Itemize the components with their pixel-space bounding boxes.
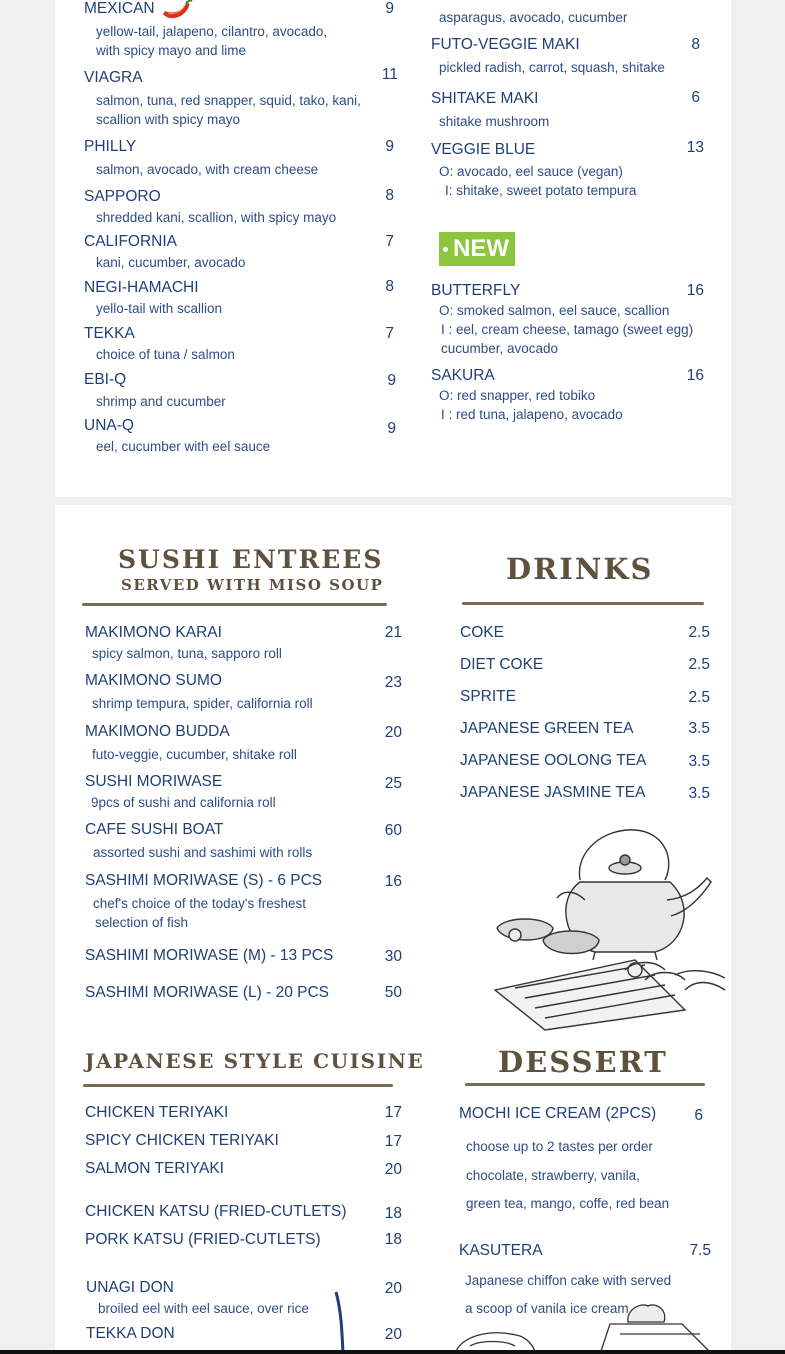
item-desc: cucumber, avocado <box>441 341 559 356</box>
item-name: PHILLY <box>84 138 137 155</box>
item-name: EBI-Q <box>84 371 127 388</box>
item-desc: I: shitake, sweet potato tempura <box>445 183 637 198</box>
item-name: UNAGI DON <box>86 1279 174 1296</box>
item-price: 23 <box>384 674 402 691</box>
drink-name: JAPANESE GREEN TEA <box>460 720 634 737</box>
item-desc: asparagus, avocado, cucumber <box>439 10 628 25</box>
item-price: 7 <box>385 233 394 250</box>
section-title: DRINKS <box>506 552 654 586</box>
drink-price: 3.5 <box>688 720 710 737</box>
drink-price: 2.5 <box>688 689 710 706</box>
item-name: TEKKA <box>84 325 135 342</box>
item-price: 13 <box>686 139 704 156</box>
item-name: SASHIMI MORIWASE (S) - 6 PCS <box>85 872 323 889</box>
item-desc: I : eel, cream cheese, tamago (sweet egg) <box>441 322 694 337</box>
section-title: SUSHI ENTREES <box>118 545 384 574</box>
item-name: CHICKEN TERIYAKI <box>85 1104 229 1121</box>
item-name: MAKIMONO BUDDA <box>85 723 230 740</box>
item-name: SAPPORO <box>84 188 161 205</box>
item-name: SASHIMI MORIWASE (M) - 13 PCS <box>85 947 334 964</box>
new-badge: NEW <box>439 232 515 266</box>
drink-name: JAPANESE OOLONG TEA <box>460 752 647 769</box>
item-price: 6 <box>691 89 700 106</box>
drink-price: 2.5 <box>688 656 710 673</box>
chopsticks-illustration <box>333 1290 347 1354</box>
item-name: SPICY CHICKEN TERIYAKI <box>85 1132 279 1149</box>
item-name: MOCHI ICE CREAM (2PCS) <box>459 1105 657 1122</box>
item-name: SAKURA <box>431 367 495 384</box>
item-price: 7.5 <box>689 1242 711 1259</box>
teapot-illustration <box>485 820 731 1032</box>
drink-name: DIET COKE <box>460 656 544 673</box>
item-name: VIAGRA <box>84 69 143 86</box>
item-name: BUTTERFLY <box>431 282 521 299</box>
drink-name: JAPANESE JASMINE TEA <box>460 784 646 801</box>
item-price: 17 <box>384 1104 402 1121</box>
item-price: 60 <box>384 822 402 839</box>
item-desc: I : red tuna, jalapeno, avocado <box>441 407 623 422</box>
item-desc: spicy salmon, tuna, sapporo roll <box>92 646 282 661</box>
item-name: CALIFORNIA <box>84 233 178 250</box>
item-desc: O: smoked salmon, eel sauce, scallion <box>439 303 670 318</box>
item-desc: salmon, tuna, red snapper, squid, tako, kani, <box>96 93 361 108</box>
item-name: UNA-Q <box>84 417 134 434</box>
ice-cream-illustration <box>450 1300 720 1354</box>
item-desc: futo-veggie, cucumber, shitake roll <box>92 747 297 762</box>
item-desc: yellow-tail, jalapeno, cilantro, avocado, <box>96 24 328 39</box>
item-desc: choose up to 2 tastes per order <box>466 1139 653 1154</box>
item-name: FUTO-VEGGIE MAKI <box>431 36 580 53</box>
item-name: SALMON TERIYAKI <box>85 1160 224 1177</box>
item-name: TEKKA DON <box>86 1325 175 1342</box>
item-price: 20 <box>384 1326 402 1343</box>
section-divider <box>462 602 704 605</box>
section-divider <box>465 1083 705 1086</box>
item-price: 8 <box>385 278 394 295</box>
section-divider <box>83 1084 393 1087</box>
item-price: 9 <box>387 372 396 389</box>
item-price: 11 <box>381 66 398 83</box>
item-desc: green tea, mango, coffe, red bean <box>466 1196 670 1211</box>
item-desc: O: red snapper, red tobiko <box>439 388 596 403</box>
item-desc: scallion with spicy mayo <box>96 112 241 127</box>
item-desc: assorted sushi and sashimi with rolls <box>93 845 313 860</box>
item-name: CAFE SUSHI BOAT <box>85 821 224 838</box>
item-price: 7 <box>385 325 394 342</box>
item-name: SHITAKE MAKI <box>431 90 539 107</box>
item-desc: shitake mushroom <box>439 114 550 129</box>
item-price: 9 <box>385 138 394 155</box>
item-price: 20 <box>384 724 402 741</box>
item-desc: shrimp tempura, spider, california roll <box>92 696 313 711</box>
drink-price: 3.5 <box>688 753 710 770</box>
drink-name: SPRITE <box>460 688 516 705</box>
item-desc: kani, cucumber, avocado <box>96 255 246 270</box>
item-desc: 9pcs of sushi and california roll <box>91 795 276 810</box>
item-price: 9 <box>387 420 396 437</box>
item-price: 21 <box>384 624 402 641</box>
chili-pepper-icon <box>159 0 193 22</box>
item-price: 30 <box>384 948 402 965</box>
item-desc: with spicy mayo and lime <box>96 43 247 58</box>
item-price: 25 <box>384 775 402 792</box>
item-price: 17 <box>384 1133 402 1150</box>
item-name: PORK KATSU (FRIED-CUTLETS) <box>85 1231 321 1248</box>
item-price: 20 <box>384 1161 402 1178</box>
item-name: MAKIMONO KARAI <box>85 624 222 641</box>
item-desc: chef's choice of the today's freshest <box>93 896 307 911</box>
item-desc: shredded kani, scallion, with spicy mayo <box>96 210 337 225</box>
item-desc: pickled radish, carrot, squash, shitake <box>439 60 665 75</box>
item-desc: shrimp and cucumber <box>96 394 226 409</box>
item-price: 16 <box>686 367 704 384</box>
item-price: 50 <box>384 984 402 1001</box>
section-subtitle: SERVED WITH MISO SOUP <box>121 576 384 594</box>
drink-price: 2.5 <box>688 624 710 641</box>
item-desc: yello-tail with scallion <box>96 301 223 316</box>
item-desc: broiled eel with eel sauce, over rice <box>98 1301 309 1316</box>
item-price: 16 <box>686 282 704 299</box>
item-desc: Japanese chiffon cake with served <box>465 1273 672 1288</box>
item-price: 20 <box>384 1280 402 1297</box>
item-price: 8 <box>691 36 700 53</box>
item-desc: O: avocado, eel sauce (vegan) <box>439 164 623 179</box>
drink-name: COKE <box>460 624 504 641</box>
item-desc: choice of tuna / salmon <box>96 347 235 362</box>
item-desc: selection of fish <box>95 915 189 930</box>
item-desc: eel, cucumber with eel sauce <box>96 439 271 454</box>
rolls-panel <box>55 0 731 497</box>
drink-price: 3.5 <box>688 785 710 802</box>
section-divider <box>82 603 387 606</box>
item-name: VEGGIE BLUE <box>431 141 536 158</box>
entrees-panel <box>55 505 731 1354</box>
item-price: 9 <box>385 0 394 17</box>
item-price: 16 <box>384 873 402 890</box>
section-title: DESSERT <box>498 1045 668 1079</box>
item-price: 18 <box>384 1205 402 1222</box>
item-desc: a scoop of vanila ice cream <box>465 1301 629 1316</box>
item-price: 8 <box>385 187 394 204</box>
item-price: 18 <box>384 1231 402 1248</box>
item-desc: chocolate, strawberry, vanila, <box>466 1168 640 1183</box>
item-name: MEXICAN <box>84 0 155 17</box>
item-name: NEGI-HAMACHI <box>84 279 199 296</box>
item-desc: salmon, avocado, with cream cheese <box>96 162 319 177</box>
item-name: KASUTERA <box>459 1242 543 1259</box>
item-name: MAKIMONO SUMO <box>85 672 222 689</box>
item-name: SASHIMI MORIWASE (L) - 20 PCS <box>85 984 330 1001</box>
section-title: JAPANESE STYLE CUISINE <box>85 1049 425 1073</box>
item-name: CHICKEN KATSU (FRIED-CUTLETS) <box>85 1203 347 1220</box>
screen-edge <box>0 1350 785 1354</box>
item-name: SUSHI MORIWASE <box>85 773 223 790</box>
item-price: 6 <box>694 1107 703 1124</box>
